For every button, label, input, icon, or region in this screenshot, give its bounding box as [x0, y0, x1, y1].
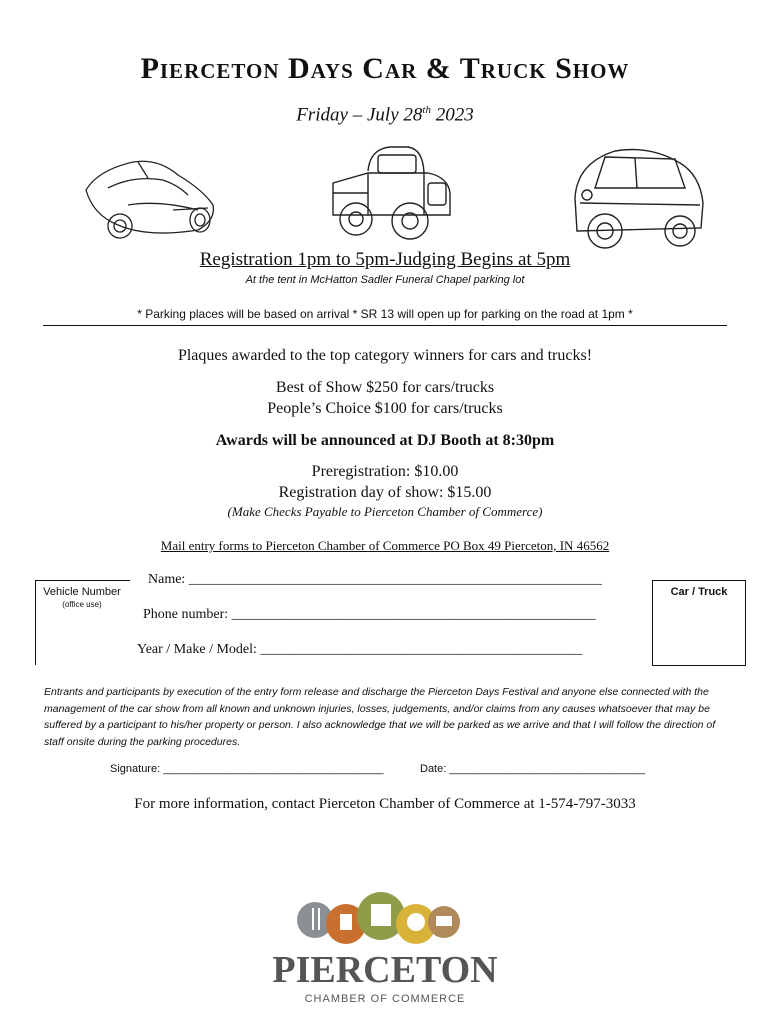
logo-wordmark: PIERCETON — [272, 949, 498, 991]
year-make-model-field[interactable]: Year / Make / Model: ______________________________________________ — [137, 642, 583, 657]
event-location: At the tent in McHatton Sadler Funeral Chapel parking lot — [245, 274, 525, 286]
vehicle-number-sublabel: (office use) — [62, 600, 102, 609]
vehicle-number-box-top — [35, 580, 130, 581]
signature-field[interactable]: Signature: ____________________________________ — [110, 763, 384, 775]
vehicle-number-label: Vehicle Number — [43, 586, 121, 598]
pierceton-chamber-logo — [270, 890, 500, 1010]
date-field[interactable]: Date: ________________________________ — [420, 763, 646, 775]
logo-tagline: CHAMBER OF COMMERCE — [304, 993, 466, 1005]
name-field[interactable]: Name: ___________________________________________________________ — [148, 572, 602, 587]
flyer-title: Pierceton Days Car & Truck Show — [140, 52, 630, 85]
compact-car-illustration — [565, 143, 710, 255]
car-truck-label: Car / Truck — [670, 586, 728, 598]
vehicle-number-box-side — [35, 580, 36, 665]
best-of-show-prize: Best of Show $250 for cars/trucks — [275, 379, 495, 396]
peoples-choice-prize: People’s Choice $100 for cars/trucks — [267, 400, 503, 417]
parking-note: * Parking places will be based on arrival * SR 13 will open up for parking on the road at 1pm * — [137, 307, 633, 321]
preregistration-fee: Preregistration: $10.00 — [311, 463, 459, 480]
awards-announcement: Awards will be announced at DJ Booth at 8:30pm — [215, 432, 555, 449]
day-of-show-fee: Registration day of show: $15.00 — [278, 484, 492, 501]
phone-field[interactable]: Phone number: ____________________________________________________ — [143, 607, 596, 622]
plaques-text: Plaques awarded to the top category winners for cars and trucks! — [177, 347, 593, 364]
section-divider — [43, 325, 727, 326]
release-waiver-text: Entrants and participants by execution of the entry form release and discharge the Pierceton Days Festival and anyone else connected with the management of the car show from all known and unknown injuries, losses, judgements, and/or claims from any causes whatsoever that may be suffered by a participant to his/her property or person. I also acknowledge that we will be parked as we arrive and that I will follow the direction of staff onsite during the parking procedures. — [44, 686, 716, 748]
pickup-truck-illustration — [328, 143, 458, 243]
contact-info: For more information, contact Pierceton Chamber of Commerce at 1-574-797-3033 — [134, 796, 636, 812]
registration-headline: Registration 1pm to 5pm-Judging Begins at 5pm — [199, 249, 571, 270]
event-date: Friday – July 28th 2023 — [296, 104, 474, 126]
sports-car-illustration — [78, 150, 220, 245]
mail-entry-address: Mail entry forms to Pierceton Chamber of Commerce PO Box 49 Pierceton, IN 46562 — [160, 538, 610, 553]
checks-payable-note: (Make Checks Payable to Pierceton Chamber of Commerce) — [227, 504, 543, 519]
